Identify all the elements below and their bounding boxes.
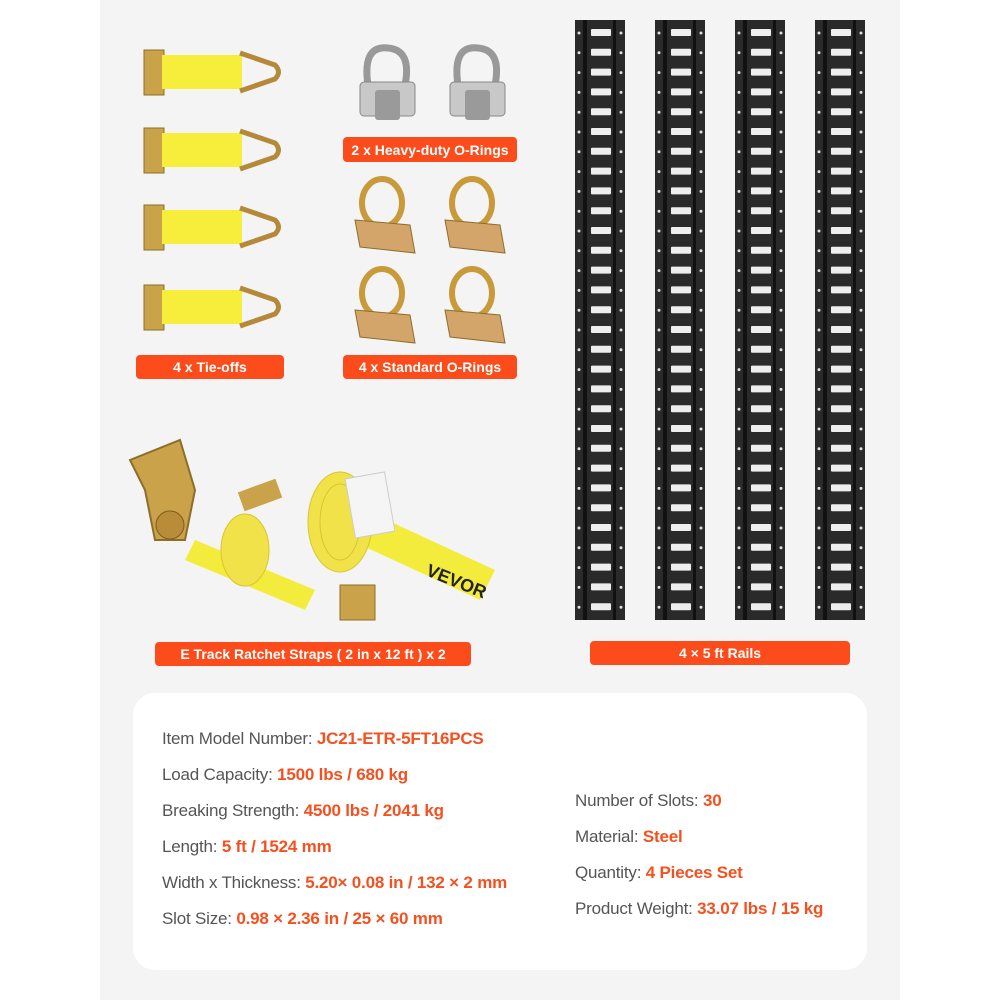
rail-slot: [591, 346, 611, 353]
rail-slot: [831, 49, 851, 56]
rail-slot: [671, 583, 691, 590]
rail-slot: [671, 69, 691, 76]
spec-value: 0.98 × 2.36 in / 25 × 60 mm: [236, 909, 443, 928]
rail-slot: [831, 69, 851, 76]
rail-slot: [671, 267, 691, 274]
rail-slot: [671, 227, 691, 234]
rail-slot: [591, 29, 611, 36]
rail-slot: [591, 128, 611, 135]
ratchet-straps-image: [125, 430, 505, 630]
rail-slot: [831, 108, 851, 115]
rail-slot: [591, 366, 611, 373]
rail-slot: [831, 405, 851, 412]
tie-off: [144, 205, 279, 250]
spec-label: Item Model Number:: [162, 729, 317, 748]
rail-slot: [671, 544, 691, 551]
spec-row: [162, 729, 484, 749]
heavy-duty-o-rings-image: [350, 40, 520, 135]
rail-slot: [591, 603, 611, 610]
rail-slot: [591, 247, 611, 254]
rail-slot: [671, 306, 691, 313]
rail-slot: [751, 564, 771, 571]
rail-slot: [831, 88, 851, 95]
rail-slot: [591, 484, 611, 491]
spec-label: Product Weight:: [575, 899, 698, 918]
rail-slot: [671, 504, 691, 511]
rail-slot: [831, 524, 851, 531]
rail-slot: [751, 267, 771, 274]
spec-value: JC21-ETR-5FT16PCS: [316, 729, 484, 748]
rails-image: [570, 15, 870, 625]
rail-slot: [671, 187, 691, 194]
rail-slot: [591, 227, 611, 234]
rail-slot: [831, 207, 851, 214]
rail-slot: [751, 465, 771, 472]
rail-slot: [831, 267, 851, 274]
rail-slot: [751, 88, 771, 95]
rail-slot: [831, 484, 851, 491]
spec-row: [162, 801, 444, 821]
spec-label: Number of Slots:: [575, 791, 703, 810]
spec-row: [162, 873, 507, 893]
rail-slot: [591, 148, 611, 155]
rail-slot: [591, 69, 611, 76]
spec-value: 1500 lbs / 680 kg: [277, 765, 408, 784]
rail-slot: [591, 108, 611, 115]
rail-slot: [751, 227, 771, 234]
rail-slot: [671, 564, 691, 571]
rail-slot: [831, 326, 851, 333]
rail-slot: [591, 168, 611, 175]
rail-slot: [671, 168, 691, 175]
spec-row: [575, 899, 823, 919]
rail-slot: [751, 583, 771, 590]
spec-label: Breaking Strength:: [162, 801, 304, 820]
rail-slot: [591, 267, 611, 274]
e-track-rail: [655, 20, 705, 620]
rail-slot: [671, 524, 691, 531]
rail-slot: [831, 564, 851, 571]
rail-slot: [671, 465, 691, 472]
rail-slot: [671, 326, 691, 333]
rail-slot: [671, 29, 691, 36]
rail-slot: [591, 207, 611, 214]
tie-off: [144, 128, 279, 173]
spec-value: 33.07 lbs / 15 kg: [697, 899, 824, 918]
rail-slot: [671, 207, 691, 214]
spec-row: [575, 791, 721, 811]
rail-slot: [591, 405, 611, 412]
rail-slot: [751, 29, 771, 36]
rail-slot: [751, 445, 771, 452]
rail-slot: [751, 69, 771, 76]
standard-o-ring: [355, 269, 415, 343]
rails-label: 4 × 5 ft Rails: [590, 641, 850, 665]
tie-offs-image: [140, 45, 290, 335]
rail-slot: [831, 504, 851, 511]
standard-o-ring: [355, 179, 415, 253]
rail-slot: [831, 187, 851, 194]
rail-slot: [831, 544, 851, 551]
tie-off: [144, 285, 279, 330]
rail-slot: [831, 465, 851, 472]
rail-slot: [831, 148, 851, 155]
rail-slot: [751, 326, 771, 333]
rail-slot: [671, 346, 691, 353]
spec-label: Width x Thickness:: [162, 873, 306, 892]
rail-slot: [591, 504, 611, 511]
rail-slot: [671, 247, 691, 254]
spec-value: 30: [702, 791, 722, 810]
rail-slot: [831, 168, 851, 175]
rail-slot: [671, 128, 691, 135]
spec-label: Material:: [575, 827, 643, 846]
standard-o-ring: [445, 269, 505, 343]
rail-slot: [751, 108, 771, 115]
rail-slot: [751, 187, 771, 194]
tie-offs-label: 4 x Tie-offs: [136, 355, 284, 379]
spec-row: [162, 837, 332, 857]
rail-slot: [831, 306, 851, 313]
spec-row: [162, 765, 408, 785]
e-track-rail: [815, 20, 865, 620]
tie-off: [144, 50, 279, 95]
rail-slot: [751, 128, 771, 135]
rail-slot: [591, 385, 611, 392]
rail-slot: [751, 148, 771, 155]
rail-slot: [751, 286, 771, 293]
spec-row: [575, 863, 743, 883]
rail-slot: [591, 286, 611, 293]
heavy-duty-o-rings-label: 2 x Heavy-duty O-Rings: [343, 137, 517, 162]
rail-slot: [751, 484, 771, 491]
rail-slot: [831, 603, 851, 610]
rail-slot: [751, 366, 771, 373]
rail-slot: [751, 425, 771, 432]
rail-slot: [831, 385, 851, 392]
e-track-rail: [735, 20, 785, 620]
rail-slot: [831, 346, 851, 353]
rail-slot: [831, 227, 851, 234]
ratchet-straps-label: E Track Ratchet Straps ( 2 in x 12 ft ) x 2: [155, 642, 471, 666]
rail-slot: [751, 207, 771, 214]
standard-o-rings-image: [350, 175, 520, 350]
standard-o-ring: [445, 179, 505, 253]
rail-slot: [751, 306, 771, 313]
rail-slot: [591, 326, 611, 333]
rail-slot: [671, 366, 691, 373]
rail-slot: [751, 247, 771, 254]
rail-slot: [831, 425, 851, 432]
e-track-rail: [575, 20, 625, 620]
rail-slot: [671, 286, 691, 293]
spec-value: 4500 lbs / 2041 kg: [303, 801, 444, 820]
spec-value: 5.20× 0.08 in / 132 × 2 mm: [305, 873, 508, 892]
rail-slot: [831, 29, 851, 36]
rail-slot: [671, 484, 691, 491]
spec-row: [162, 909, 443, 929]
rail-slot: [751, 603, 771, 610]
rail-slot: [671, 148, 691, 155]
rail-slot: [751, 346, 771, 353]
standard-o-rings-label: 4 x Standard O-Rings: [343, 355, 517, 379]
rail-slot: [751, 49, 771, 56]
rail-slot: [831, 445, 851, 452]
rail-slot: [591, 564, 611, 571]
rail-slot: [591, 88, 611, 95]
rail-slot: [751, 405, 771, 412]
rail-slot: [751, 504, 771, 511]
rail-slot: [831, 583, 851, 590]
rail-slot: [591, 425, 611, 432]
rail-slot: [591, 544, 611, 551]
spec-label: Load Capacity:: [162, 765, 278, 784]
spec-label: Length:: [162, 837, 222, 856]
rail-slot: [751, 544, 771, 551]
rail-slot: [831, 128, 851, 135]
rail-slot: [671, 445, 691, 452]
rail-slot: [591, 445, 611, 452]
rail-slot: [751, 385, 771, 392]
rail-slot: [751, 168, 771, 175]
rail-slot: [591, 187, 611, 194]
rail-slot: [831, 286, 851, 293]
rail-slot: [671, 49, 691, 56]
rail-slot: [671, 385, 691, 392]
spec-label: Quantity:: [575, 863, 646, 882]
spec-value: 5 ft / 1524 mm: [221, 837, 332, 856]
rail-slot: [671, 88, 691, 95]
rail-slot: [591, 49, 611, 56]
rail-slot: [671, 603, 691, 610]
strap-brand-text: VEVOR: [423, 560, 490, 603]
rail-slot: [831, 247, 851, 254]
spec-value: Steel: [642, 827, 683, 846]
spec-row: [575, 827, 683, 847]
rail-slot: [591, 306, 611, 313]
rail-slot: [591, 583, 611, 590]
rail-slot: [671, 425, 691, 432]
rail-slot: [671, 108, 691, 115]
rail-slot: [831, 366, 851, 373]
rail-slot: [591, 524, 611, 531]
rail-slot: [751, 524, 771, 531]
spec-value: 4 Pieces Set: [645, 863, 743, 882]
spec-label: Slot Size:: [162, 909, 237, 928]
rail-slot: [671, 405, 691, 412]
rail-slot: [591, 465, 611, 472]
